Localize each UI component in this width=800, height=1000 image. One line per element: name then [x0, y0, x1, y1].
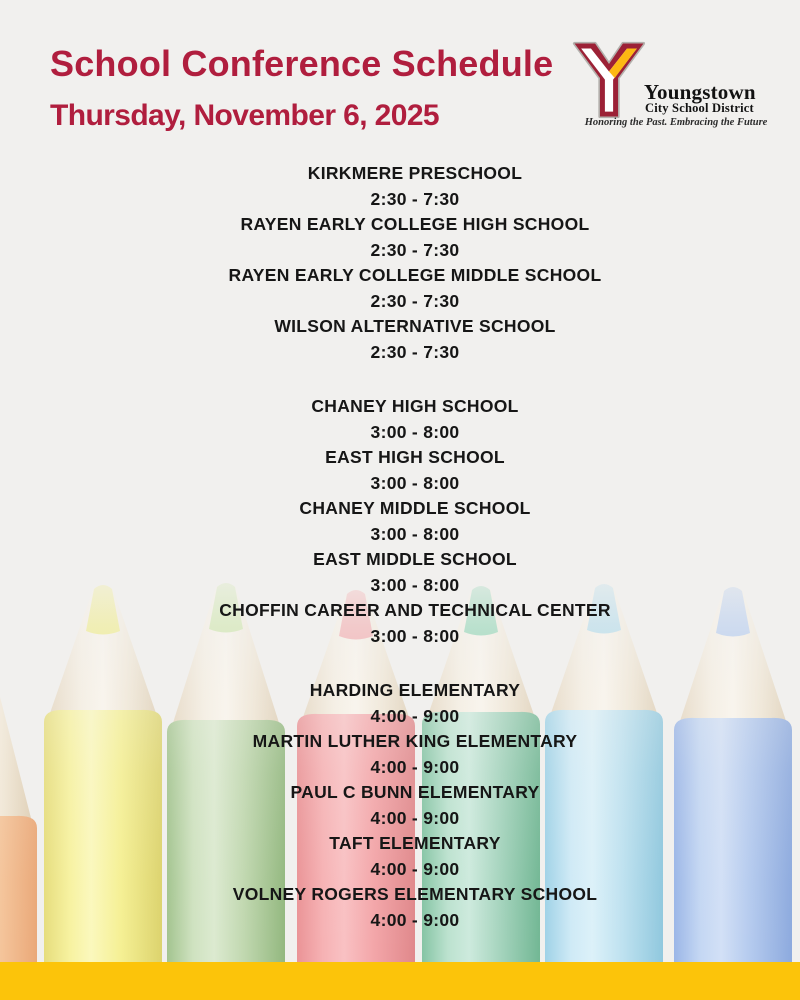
- logo-org-subtitle: City School District: [645, 101, 754, 115]
- page-title: School Conference Schedule: [50, 43, 554, 84]
- conference-time: 3:00 - 8:00: [370, 472, 460, 493]
- conference-time: 2:30 - 7:30: [370, 239, 460, 260]
- schedule-entry: [30, 161, 800, 212]
- school-name: EAST HIGH SCHOOL: [325, 447, 505, 467]
- school-name: RAYEN EARLY COLLEGE HIGH SCHOOL: [240, 214, 590, 234]
- y-logo-icon: [568, 36, 650, 120]
- school-name: CHANEY MIDDLE SCHOOL: [299, 498, 531, 518]
- schedule-group-1: [30, 161, 800, 365]
- schedule-entry: [30, 547, 800, 598]
- schedule-entry: [30, 882, 800, 933]
- conference-time: 3:00 - 8:00: [370, 574, 460, 595]
- event-date: Thursday, November 6, 2025: [50, 99, 440, 132]
- district-logo: [566, 34, 786, 138]
- school-name: HARDING ELEMENTARY: [309, 680, 521, 700]
- schedule-group-2: [30, 394, 800, 649]
- conference-schedule-list: [30, 161, 800, 933]
- conference-time: 4:00 - 9:00: [370, 705, 460, 726]
- schedule-entry: [30, 831, 800, 882]
- schedule-entry: [30, 445, 800, 496]
- school-name: KIRKMERE PRESCHOOL: [307, 163, 523, 183]
- logo-tagline: Honoring the Past. Embracing the Future: [584, 117, 768, 128]
- conference-time: 3:00 - 8:00: [370, 523, 460, 544]
- logo-org-name: Youngstown: [644, 80, 756, 104]
- school-name: MARTIN LUTHER KING ELEMENTARY: [252, 731, 578, 751]
- school-name: CHOFFIN CAREER AND TECHNICAL CENTER: [219, 600, 611, 620]
- schedule-entry: [30, 314, 800, 365]
- school-name: WILSON ALTERNATIVE SCHOOL: [274, 316, 556, 336]
- school-name: TAFT ELEMENTARY: [329, 833, 501, 853]
- school-name: CHANEY HIGH SCHOOL: [311, 396, 519, 416]
- conference-time: 3:00 - 8:00: [370, 421, 460, 442]
- conference-time: 4:00 - 9:00: [370, 807, 460, 828]
- schedule-entry: [30, 394, 800, 445]
- conference-time: 2:30 - 7:30: [370, 341, 460, 362]
- conference-time: 4:00 - 9:00: [370, 858, 460, 879]
- school-name: RAYEN EARLY COLLEGE MIDDLE SCHOOL: [228, 265, 602, 285]
- schedule-entry: [30, 212, 800, 263]
- schedule-entry: [30, 729, 800, 780]
- footer-bar: [0, 962, 800, 1000]
- schedule-entry: [30, 780, 800, 831]
- schedule-entry: [30, 263, 800, 314]
- schedule-group-3: [30, 678, 800, 933]
- conference-time: 3:00 - 8:00: [370, 625, 460, 646]
- schedule-entry: [30, 678, 800, 729]
- schedule-entry: [30, 598, 800, 649]
- school-name: VOLNEY ROGERS ELEMENTARY SCHOOL: [232, 884, 598, 904]
- schedule-entry: [30, 496, 800, 547]
- conference-time: 4:00 - 9:00: [370, 909, 460, 930]
- conference-time: 4:00 - 9:00: [370, 756, 460, 777]
- school-name: EAST MIDDLE SCHOOL: [313, 549, 517, 569]
- conference-time: 2:30 - 7:30: [370, 188, 460, 209]
- conference-time: 2:30 - 7:30: [370, 290, 460, 311]
- school-name: PAUL C BUNN ELEMENTARY: [290, 782, 540, 802]
